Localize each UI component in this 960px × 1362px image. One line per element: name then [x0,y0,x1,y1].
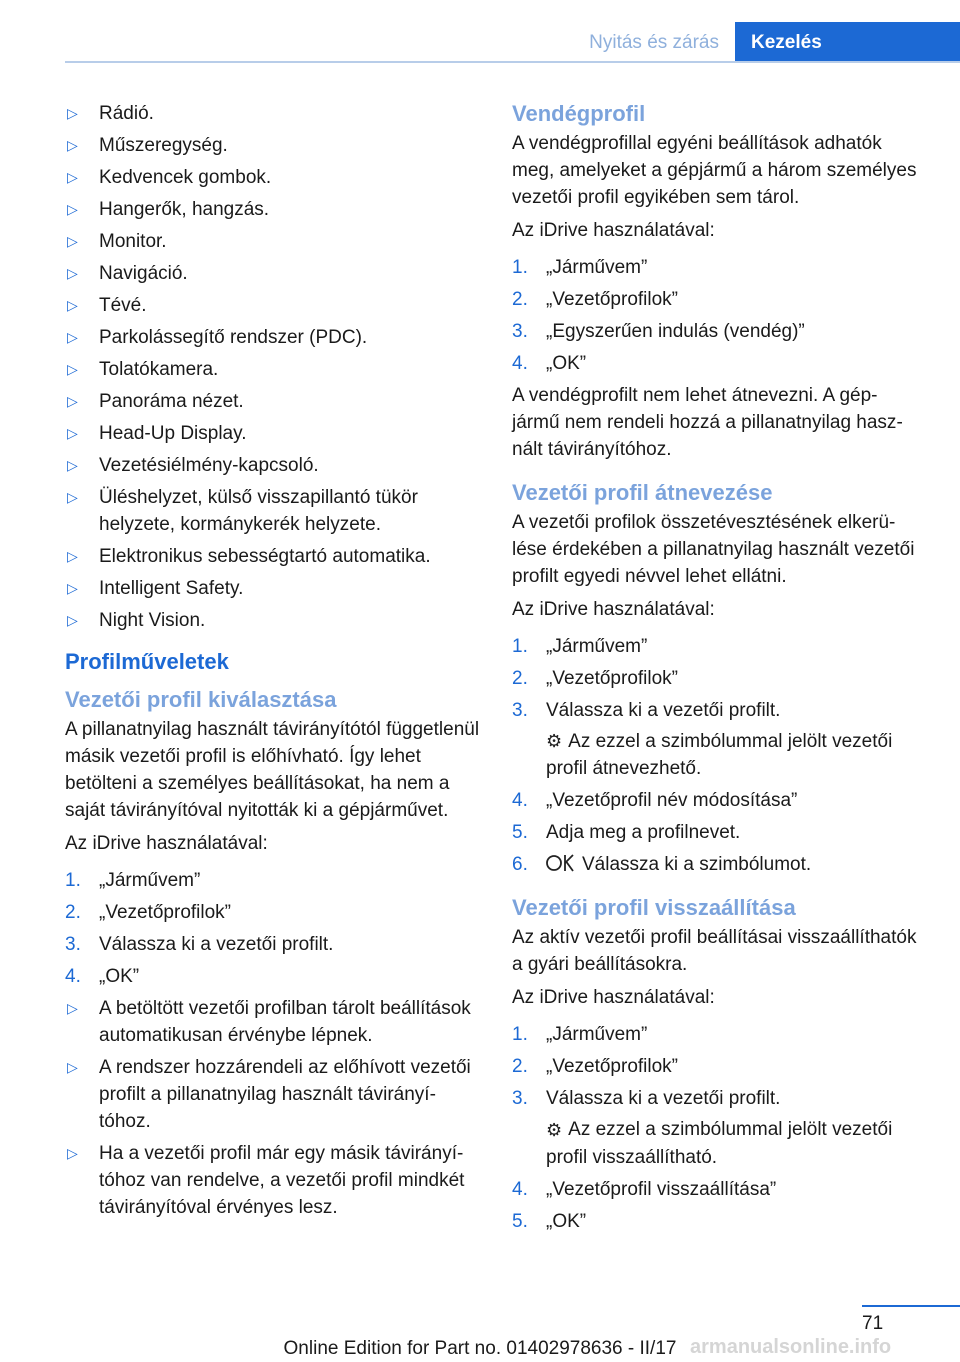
step-item: 2. „Vezetőprofilok” [512,289,679,310]
list-item: ▷ Parkolássegítő rendszer (PDC). [65,324,480,351]
subheading-reset-profile: Vezetői profil visszaállítása [512,895,796,921]
triangle-right-icon: ▷ [67,105,78,121]
select-profile-body: A pillanatnyilag használt távirányítótól függetlenül másik vezetői profil is előhívható. Így lehet betölteni a személyes beállításokat, ha nem a saját távirányítóval nyitották ki a gépjárművet. [65,719,480,821]
step-item: 2. „Vezetőprofilok” [512,668,679,689]
left-column [65,100,480,1226]
gear-icon: ⚙ [546,1119,563,1140]
list-item: ▷ Elektronikus sebességtartó automatika. [65,543,480,570]
step-item: 4. „Vezetőprofil visszaállítása” [512,1178,777,1200]
select-profile-notes [65,995,480,1221]
triangle-right-icon: ▷ [67,137,78,153]
subheading-rename-profile: Vezetői profil átnevezése [512,480,773,505]
right-column [512,100,917,1240]
list-item: ▷ A rendszer hozzárendeli az előhívott vezetői profilt a pillanatnyilag használt távirányítóhoz. [65,1054,480,1135]
guest-profile-intro: Az iDrive használatával: [512,220,715,241]
step-item: 3. Válassza ki a vezetői profilt. ⚙ Az ezzel a szimbólummal jelölt vezetői profil visszaállítható. [512,1085,917,1170]
header-rule [65,61,960,63]
select-profile-intro: Az iDrive használatával: [65,833,268,854]
ok-icon [546,852,576,874]
page-number: 71 [862,1313,884,1334]
step-item: 3. Válassza ki a vezetői profilt. ⚙ Az ezzel a szimbólummal jelölt vezetői profil átnevezhető. [512,697,917,782]
reset-profile-body: Az aktív vezetői profil beállításai visszaállíthatók a gyári beállításokra. [512,927,917,976]
rename-symbol-note: ⚙ Az ezzel a szimbólummal jelölt vezetői profil átnevezhető. [546,728,917,782]
triangle-right-icon: ▷ [67,329,78,345]
triangle-right-icon: ▷ [67,233,78,249]
list-item: ▷ Head-Up Display. [65,420,480,447]
list-item: ▷ Navigáció. [65,260,480,287]
triangle-right-icon: ▷ [67,425,78,441]
triangle-right-icon: ▷ [67,457,78,473]
step-item: 1. „Járművem” [65,870,201,891]
guest-profile-body: A vendégprofillal egyéni beállítások adhatók meg, amelyeket a gépjármű a három személyes vezetői profil egyikében sem tárol. [512,133,917,208]
page-header [65,22,960,63]
step-item: 4. „Vezetőprofil név módosítása” [512,790,798,812]
triangle-right-icon: ▷ [67,489,78,505]
triangle-right-icon: ▷ [67,361,78,377]
reset-symbol-note: ⚙ Az ezzel a szimbólummal jelölt vezetői profil visszaállítható. [546,1116,917,1170]
list-item: ▷ Intelligent Safety. [65,575,480,602]
edition-footer: Online Edition for Part no. 01402978636 - II/17 [283,1338,677,1359]
step-item: 1. „Járművem” [512,257,648,278]
list-item: ▷ Panoráma nézet. [65,388,480,415]
footer-rule [862,1305,960,1307]
section-tab: Nyitás és zárás [589,32,719,53]
triangle-right-icon: ▷ [67,169,78,185]
triangle-right-icon: ▷ [67,1000,78,1016]
step-item: 2. „Vezetőprofilok” [65,902,232,923]
list-item: ▷ Üléshelyzet, külső visszapillantó tükör helyzete, kormánykerék helyzete. [65,484,480,538]
step-item: 5. „OK” [512,1210,587,1232]
triangle-right-icon: ▷ [67,393,78,409]
triangle-right-icon: ▷ [67,612,78,628]
guest-profile-note: A vendégprofilt nem lehet átnevezni. A gépjármű nem rendeli hozzá a pillanatnyilag használt távirányítóhoz. [512,385,903,460]
reset-profile-steps [512,1021,917,1234]
subheading-select-profile: Vezetői profil kiválasztása [65,687,337,712]
rename-profile-intro: Az iDrive használatával: [512,599,715,620]
step-item: 1. „Járművem” [512,1024,648,1046]
triangle-right-icon: ▷ [67,1145,78,1161]
list-item: ▷ Vezetésiélmény-kapcsoló. [65,452,480,479]
list-item: ▷ Monitor. [65,228,480,255]
step-item: 3. Válassza ki a vezetői profilt. [65,934,334,955]
triangle-right-icon: ▷ [67,265,78,281]
triangle-right-icon: ▷ [67,297,78,313]
step-item: 5. Adja meg a profilnevet. [512,822,741,844]
list-item: ▷ Tolatókamera. [65,356,480,383]
section-heading-profile-operations: Profilműveletek [65,649,229,674]
list-item: ▷ A betöltött vezetői profilban tárolt beállítások automatikusan érvénybe lépnek. [65,995,480,1049]
step-item: 4. „OK” [65,966,140,987]
watermark: armanualsonline.info [690,1336,892,1358]
list-item: ▷ Tévé. [65,292,480,319]
list-item: ▷ Ha a vezetői profil már egy másik távirányítóhoz van rendelve, a vezetői profil mindkét távirányítóval érvényes lesz. [65,1140,480,1221]
triangle-right-icon: ▷ [67,548,78,564]
list-item: ▷ Hangerők, hangzás. [65,196,480,223]
step-item: 6. Válassza ki a szimbólumot. [512,851,917,878]
triangle-right-icon: ▷ [67,580,78,596]
step-item: 4. „OK” [512,353,587,374]
chapter-tab: Kezelés [735,22,960,63]
step-item: 3. „Egyszerűen indulás (vendég)” [512,321,805,342]
subheading-guest-profile: Vendégprofil [512,101,646,126]
settings-bullet-list [65,100,480,634]
rename-profile-body: A vezetői profilok összetévesztésének elkerülése érdekében a pillanatnyilag használt vezetői profilt egyedi névvel lehet ellátni. [512,512,915,587]
gear-icon: ⚙ [546,731,563,752]
triangle-right-icon: ▷ [67,201,78,217]
step-item: 1. „Járművem” [512,636,648,657]
step-item: 2. „Vezetőprofilok” [512,1056,679,1078]
list-item: ▷ Night Vision. [65,607,480,634]
rename-profile-steps [512,633,917,878]
select-profile-steps [65,867,480,990]
triangle-right-icon: ▷ [67,1059,78,1075]
guest-profile-steps [512,254,917,377]
list-item: ▷ Rádió. [65,100,480,127]
reset-profile-intro: Az iDrive használatával: [512,987,715,1009]
list-item: ▷ Műszeregység. [65,132,480,159]
list-item: ▷ Kedvencek gombok. [65,164,480,191]
